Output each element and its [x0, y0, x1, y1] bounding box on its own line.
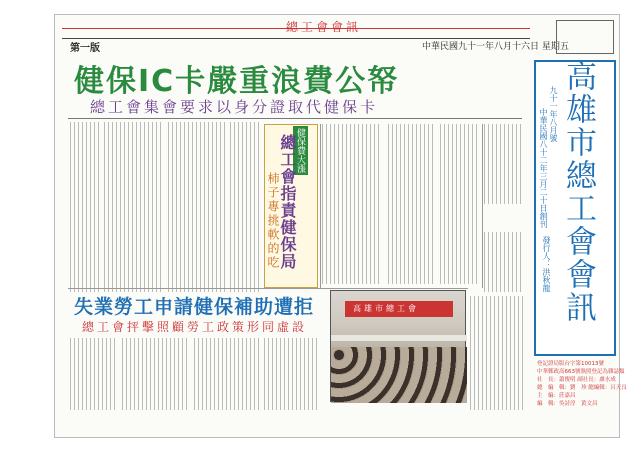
article-text-column: [230, 122, 262, 292]
article-text-column: [440, 124, 480, 284]
article-text-column: [104, 122, 162, 292]
article-text-column: [70, 338, 118, 410]
photo-attendees: [331, 347, 467, 403]
headline-divider: [68, 118, 522, 119]
photo-table: [331, 335, 467, 341]
column-divider: [320, 124, 321, 288]
feature-title: 總工會指責健保局: [278, 134, 297, 270]
registration-line: 編 輯：吳詩淳 黃文昌: [537, 401, 598, 407]
article-text-column: [484, 232, 524, 292]
lead-subhead: 總工會集會要求以身分證取代健保卡: [90, 98, 379, 116]
meeting-photo: [330, 290, 466, 402]
edition-label: 第一版: [70, 43, 100, 54]
nameplate-title: 高雄市總工會會訊: [560, 60, 596, 324]
feature-tag: 健保費大漲: [293, 126, 308, 175]
article-text-column: [484, 124, 524, 204]
article-text-column: [388, 124, 434, 284]
article-text-column: [470, 296, 524, 410]
article-text-column: [122, 338, 190, 410]
column-divider: [482, 124, 483, 288]
registration-line: 登記證局版台字第10013號: [537, 361, 604, 367]
article-text-column: [168, 122, 226, 292]
masthead-title: 總工會會訊: [286, 20, 362, 34]
registration-info: [534, 358, 627, 410]
nameplate-issue: 九十一年八月號: [549, 86, 558, 142]
mailing-label-box: [556, 20, 614, 54]
registration-line: 社 長：蕭俊明 副社長：盧水成: [537, 377, 616, 383]
second-headline: 失業勞工申請健保補助遭拒: [74, 296, 315, 318]
registration-line: 中華郵政高663號執照登記為雜誌類: [537, 369, 625, 375]
article-text-column: [70, 122, 100, 292]
second-subhead: 總工會抨擊照顧勞工政策形同虛設: [82, 320, 308, 334]
nameplate-founded: 中華民國八十二年三月二十日創刊: [539, 108, 548, 228]
photo-banner-text: 高雄市總工會: [353, 304, 419, 313]
section-divider: [68, 288, 468, 289]
article-text-column: [194, 338, 260, 410]
article-text-column: [264, 338, 320, 410]
registration-line: 主 編：莊嘉昌: [537, 393, 576, 399]
registration-line: 總 編 輯：劉 珍 總編輯：呂天良: [537, 385, 627, 391]
article-text-column: [322, 124, 382, 284]
issue-date: 中華民國九十一年八月十六日 星期五: [422, 42, 569, 52]
lead-headline: 健保IC卡嚴重浪費公帑: [74, 64, 400, 99]
feature-subtitle: 柿子專挑軟的吃: [266, 172, 280, 270]
nameplate-publisher: 發行人：洪秋龍: [542, 236, 551, 292]
